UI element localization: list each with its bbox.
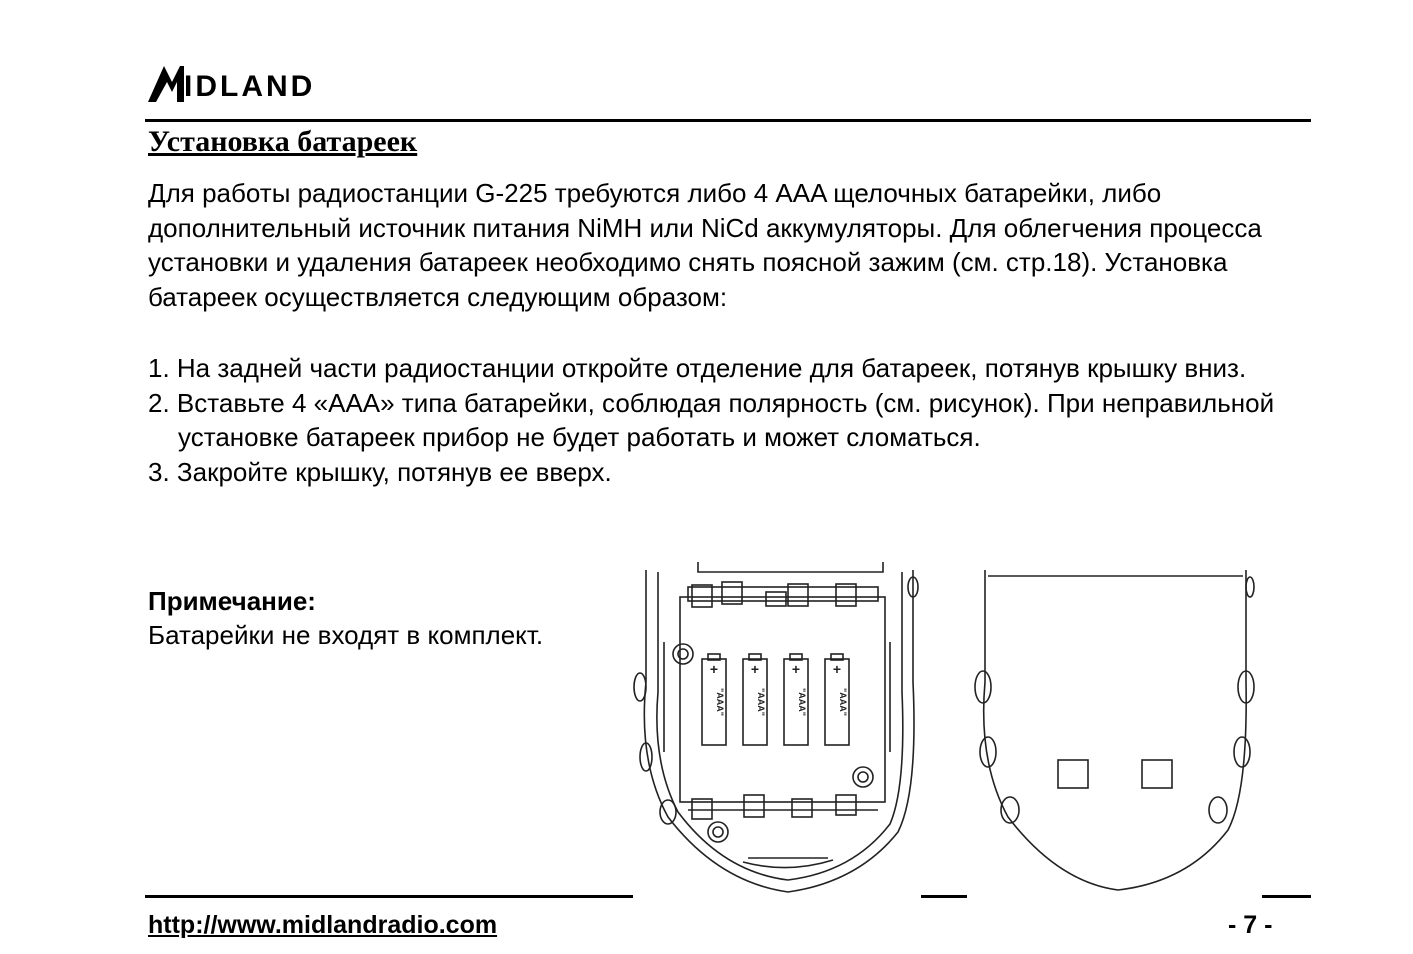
page-number: - 7 - (1228, 911, 1273, 939)
open-compartment-figure (634, 562, 918, 892)
header-rule (145, 119, 1311, 122)
battery-label: "AAA" (715, 687, 725, 717)
battery-label: "AAA" (797, 687, 807, 717)
note-title: Примечание: (148, 586, 316, 616)
step-item: 2. Вставьте 4 «AAA» типа батарейки, соблюдая полярность (см. рисунок). При неправильной установке батареек прибор не будет работать и может сломаться. (148, 387, 1275, 452)
footer-rule (145, 895, 633, 898)
brand-name: IDLAND (184, 70, 316, 103)
battery-label: "AAA" (756, 687, 766, 717)
svg-text:+: + (832, 661, 842, 677)
step-item: 3. Закройте крышку, потянув ее вверх. (148, 456, 612, 487)
battery-diagram (628, 562, 1318, 902)
footer-link[interactable]: http://www.midlandradio.com (148, 911, 498, 939)
closed-cover-figure (975, 570, 1254, 890)
note-text: Батарейки не входят в комплект. (148, 620, 544, 650)
page-title: Установка батареек (148, 125, 418, 158)
svg-text:+: + (791, 661, 801, 677)
steps-list (148, 351, 1298, 489)
intro-text: Для работы радиостанции G-225 требуются либо 4 AAA щелочных батарейки, либо дополнительный источник питания NiMH или NiCd аккумуляторы. Для облегчения процесса установки и удаления батареек необходимо снять поясной зажим (см. стр.18). Установка батареек осуществляется следующим образом: (148, 178, 1262, 312)
step-item: 1. На задней части радиостанции откройте отделение для батареек, потянув крышку вниз. (148, 353, 1247, 383)
svg-text:+: + (750, 661, 760, 677)
footer-rule (921, 895, 967, 898)
midland-logo (148, 60, 398, 106)
svg-text:+: + (709, 661, 719, 677)
footer-rule (1262, 895, 1311, 898)
battery-label: "AAA" (838, 687, 848, 717)
intro-paragraph (148, 176, 1298, 314)
